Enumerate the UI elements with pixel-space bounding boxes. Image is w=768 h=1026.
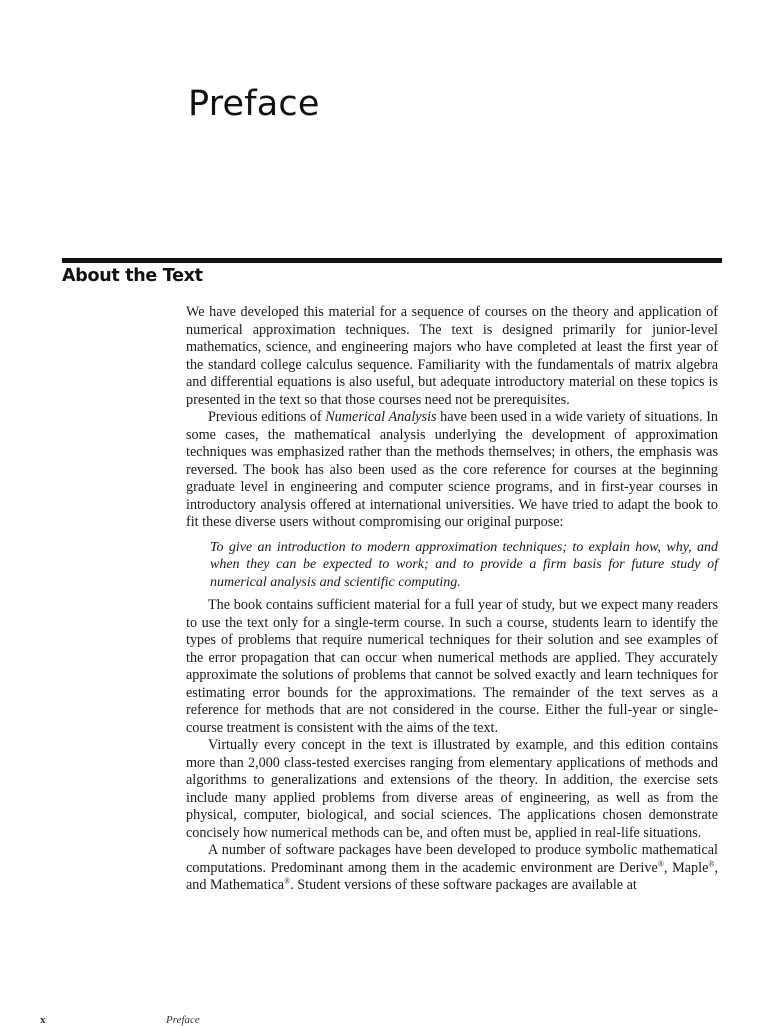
paragraph-5-start: A number of software packages have been developed to produce symbolic mathematical computations. Predominant among them in the academic environment are Derive <box>186 842 718 876</box>
paragraph-4: Virtually every concept in the text is illustrated by example, and this edition contains more than 2,000 class-tested exercises ranging from elementary applications of methods and algorithms to generalizations and extensions of the theory. In addition, the exercise sets include many applied problems from diverse areas of engineering, as well as from the physical, computer, biological, and social sciences. The applications chosen demonstrate concisely how numerical methods can be, and often must be, applied in real-life situations. <box>186 737 718 841</box>
page-title: Preface <box>188 84 320 124</box>
paragraph-1: We have developed this material for a sequence of courses on the theory and application of numerical approximation techniques. The text is designed primarily for junior-level mathematics, science, and engineering majors who have completed at least the first year of the standard college calculus sequence. Familiarity with the fundamentals of matrix algebra and differential equations is also useful, but adequate introductory material on these topics is presented in the text so that those courses need not be prerequisites. <box>186 304 718 408</box>
paragraph-5-mid: , and Mathematica <box>186 859 718 893</box>
paragraph-2-prefix: Previous editions of <box>208 409 326 425</box>
paragraph-2-rest: have been used in a wide variety of situations. In some cases, the mathematical analysis underlying the development of approximation techniques was emphasized rather than the methods themselves; in others, the emphasis was reversed. The book has also been used as the core reference for courses at the beginning graduate level in engineering and computer science programs, and in first-year courses in introductory analysis offered at international universities. We have tried to adapt the book to fit these diverse users without compromising our original purpose: <box>186 409 719 530</box>
paragraph-2 <box>186 409 718 532</box>
page-number: x <box>40 1014 46 1026</box>
running-head: Preface <box>166 1014 200 1026</box>
maple-prefix: , Maple <box>663 859 709 876</box>
registered-mark: ® <box>708 858 715 868</box>
registered-mark: ® <box>657 858 664 868</box>
section-divider <box>62 258 722 263</box>
paragraph-5-end: . Student versions of these software packages are available at <box>290 877 637 893</box>
paragraph-3: The book contains sufficient material for a full year of study, but we expect many readers to use the text only for a single-term course. In such a course, students learn to identify the types of problems that require numerical techniques for their solution and see examples of the error propagation that can occur when numerical methods are applied. They accurately approximate the solutions of problems that cannot be solved exactly and learn techniques for estimating error bounds for the approximations. The remainder of the text serves as a reference for methods that are not considered in the course. Either the full-year or single-course treatment is consistent with the aims of the text. <box>186 597 718 736</box>
book-title: Numerical Analysis <box>325 409 437 425</box>
section-heading: About the Text <box>62 266 203 286</box>
purpose-quote: To give an introduction to modern approximation techniques; to explain how, why, and when they can be expected to work; and to provide a firm basis for future study of numerical analysis and scientific computing. <box>210 539 718 590</box>
paragraph-5 <box>186 842 718 895</box>
page-footer <box>36 1010 336 1024</box>
registered-mark: ® <box>284 876 291 886</box>
body-text <box>186 304 718 895</box>
